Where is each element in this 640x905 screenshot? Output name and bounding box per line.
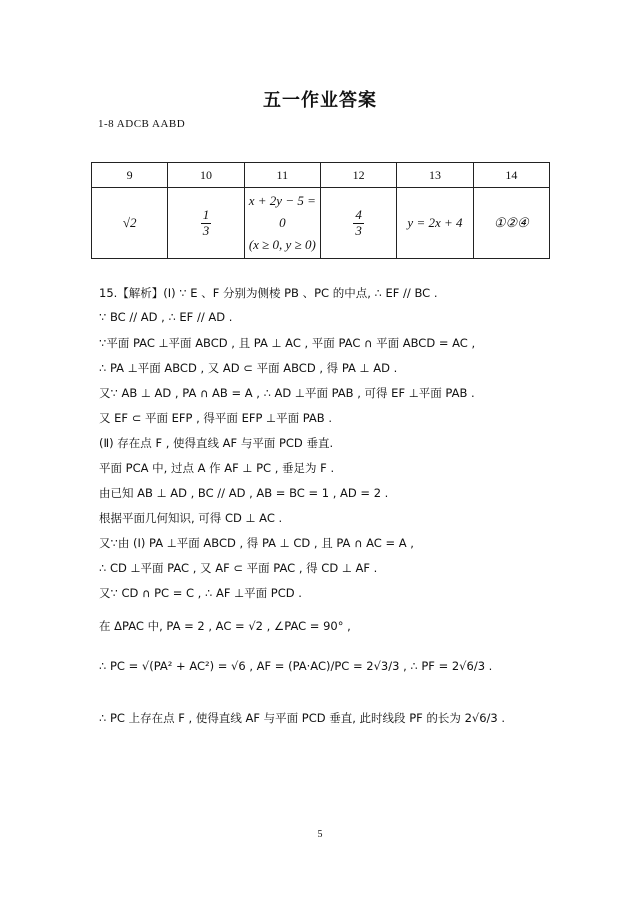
answer-12: [320, 188, 396, 259]
answer-9: √2: [92, 188, 168, 259]
solution-line: 在 ΔPAC 中, PA = 2 , AC = √2 , ∠PAC = 90° ,: [99, 619, 351, 633]
answer-11: [244, 188, 320, 259]
answer-table: [91, 162, 550, 259]
solution-line: 由已知 AB ⊥ AD , BC // AD , AB = BC = 1 , AD = 2 .: [99, 486, 389, 500]
solution-line: ∵ BC // AD , ∴ EF // AD .: [99, 310, 233, 324]
header-cell: 14: [473, 163, 549, 188]
choice-answers: 1-8 ADCB AABD: [98, 118, 186, 130]
page-title: 五一作业答案: [263, 90, 377, 111]
solution-line: 又∵ CD ∩ PC = C , ∴ AF ⊥平面 PCD .: [99, 586, 302, 600]
solution-line: 平面 PCA 中, 过点 A 作 AF ⊥ PC , 垂足为 F .: [99, 461, 335, 475]
answer-11-condition: (x ≥ 0, y ≥ 0): [248, 237, 316, 252]
solution-line: (Ⅱ) 存在点 F , 使得直线 AF 与平面 PCD 垂直.: [99, 436, 334, 450]
header-cell: 13: [397, 163, 473, 188]
solution-line: 又∵ AB ⊥ AD , PA ∩ AB = A , ∴ AD ⊥平面 PAB , 可得 EF ⊥平面 PAB .: [99, 386, 475, 400]
solution-line: ∴ PC = √(PA² + AC²) = √6 , AF = (PA·AC)/PC = 2√3/3 , ∴ PF = 2√6/3 .: [99, 659, 493, 673]
answer-13: y = 2x + 4: [397, 188, 473, 259]
answer-11-equation: x + 2y − 5 = 0: [248, 193, 316, 230]
solution-line: 15.【解析】(Ⅰ) ∵ E 、F 分别为侧棱 PB 、PC 的中点, ∴ EF // BC .: [99, 286, 438, 300]
answer-10-denominator: 3: [202, 222, 210, 238]
solution-line: ∴ PC 上存在点 F , 使得直线 AF 与平面 PCD 垂直, 此时线段 PF 的长为 2√6/3 .: [99, 711, 506, 725]
answer-table-header-row: [92, 163, 550, 188]
answer-10: [168, 188, 244, 259]
answer-12-numerator: 4: [355, 207, 362, 223]
solution-line: ∴ PA ⊥平面 ABCD , 又 AD ⊂ 平面 ABCD , 得 PA ⊥ AD .: [99, 361, 398, 375]
answer-12-denominator: 3: [355, 222, 362, 238]
solution-line: 又 EF ⊂ 平面 EFP , 得平面 EFP ⊥平面 PAB .: [99, 411, 332, 425]
answer-14: ①②④: [473, 188, 549, 259]
page-number: 5: [317, 829, 323, 840]
solution-line: 又∵由 (Ⅰ) PA ⊥平面 ABCD , 得 PA ⊥ CD , 且 PA ∩ AC = A ,: [99, 536, 414, 550]
header-cell: 11: [244, 163, 320, 188]
header-cell: 12: [320, 163, 396, 188]
solution-line: ∵平面 PAC ⊥平面 ABCD , 且 PA ⊥ AC , 平面 PAC ∩ 平面 ABCD = AC ,: [99, 336, 476, 350]
answer-table-body-row: [92, 188, 550, 259]
header-cell: 9: [92, 163, 168, 188]
solution-line: 根据平面几何知识, 可得 CD ⊥ AC .: [99, 511, 283, 525]
answer-10-numerator: 1: [202, 207, 210, 223]
solution-line: ∴ CD ⊥平面 PAC , 又 AF ⊂ 平面 PAC , 得 CD ⊥ AF .: [99, 561, 378, 575]
header-cell: 10: [168, 163, 244, 188]
